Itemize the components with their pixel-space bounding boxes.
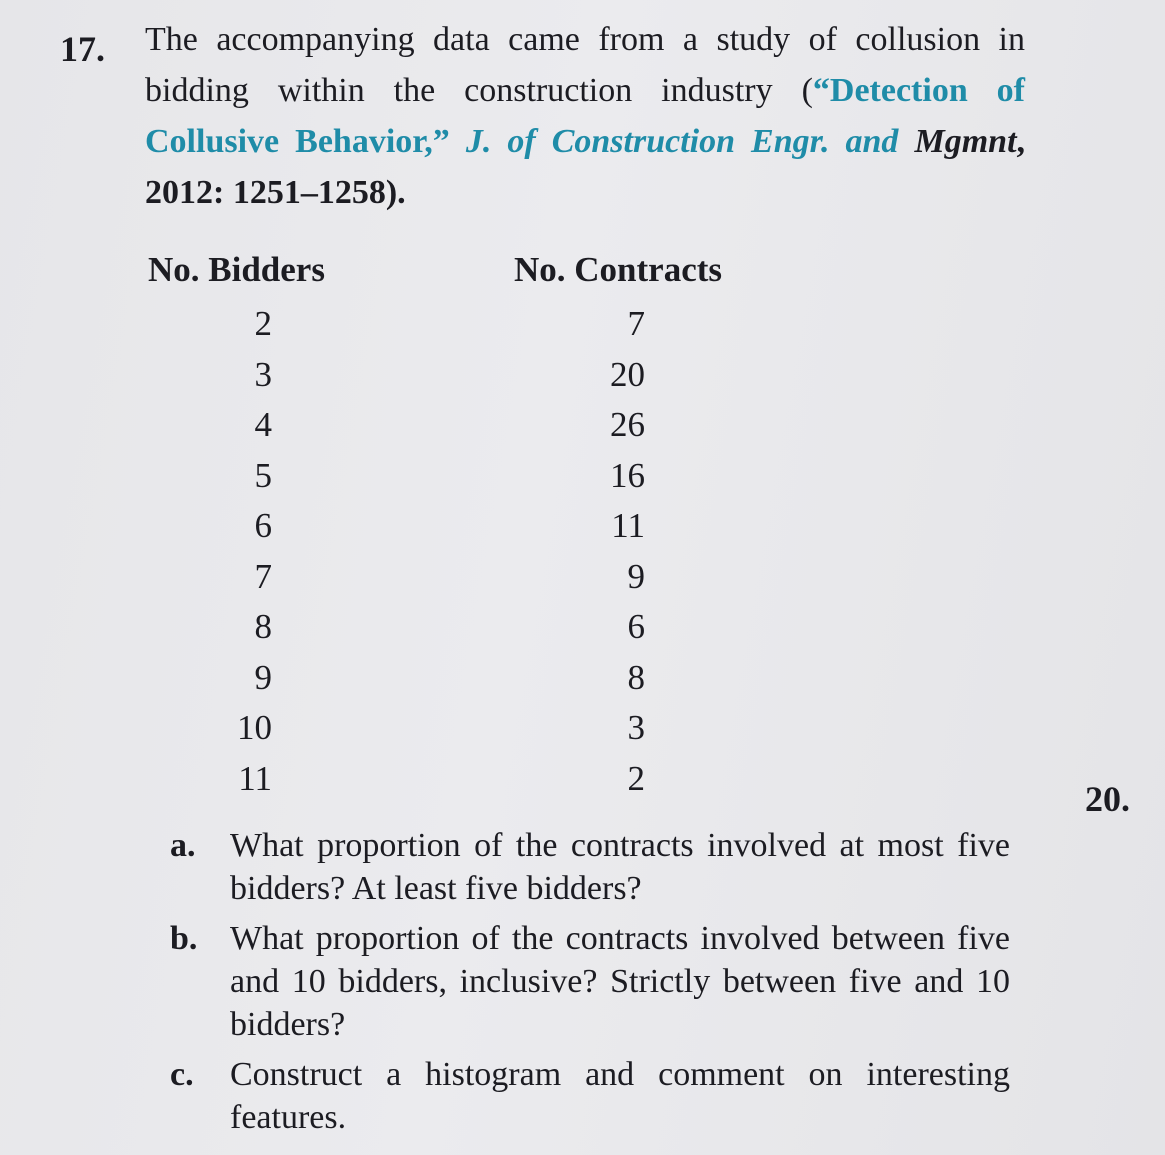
part-text: What proportion of the contracts involved at most five bidders? At least five bidders? xyxy=(230,827,1010,907)
part-text: Construct a histogram and comment on interesting features. xyxy=(230,1056,1010,1136)
part-letter: b. xyxy=(170,920,198,957)
citation-journal: J. of Construction Engr. and xyxy=(465,123,899,160)
cell-contracts: 9 xyxy=(627,556,645,596)
table-row xyxy=(0,399,700,450)
header-bidders: No. Bidders xyxy=(148,250,325,289)
cell-contracts: 16 xyxy=(610,455,645,495)
cell-contracts: 11 xyxy=(611,506,645,545)
cell-contracts: 26 xyxy=(610,405,645,444)
cell-bidders: 6 xyxy=(254,506,272,545)
stem-intro: The accompanying data came from a study of collusion in bidding within the construction industry ( xyxy=(145,21,1025,109)
table-row xyxy=(0,601,700,652)
problem-number: 17. xyxy=(60,29,105,69)
cell-contracts: 6 xyxy=(627,607,645,646)
citation-journal-end: Mgmnt xyxy=(914,123,1017,160)
cell-bidders: 10 xyxy=(237,708,272,747)
table-row xyxy=(0,500,700,551)
table-row xyxy=(0,349,700,400)
cell-contracts: 7 xyxy=(627,304,645,343)
table-row xyxy=(0,652,700,703)
part-text: What proportion of the contracts involved between five and 10 bidders, inclusive? Strictly between five and 10 bidders? xyxy=(230,920,1010,1043)
table-row xyxy=(0,450,700,501)
cell-contracts: 20 xyxy=(610,354,645,394)
cell-bidders: 9 xyxy=(254,657,272,697)
header-contracts: No. Contracts xyxy=(514,250,723,289)
citation-title: “Detection of Collusive Behavior,” xyxy=(145,72,1025,160)
part-letter: c. xyxy=(170,1056,194,1093)
data-table xyxy=(0,298,700,803)
cell-contracts: 8 xyxy=(627,657,645,697)
cell-bidders: 5 xyxy=(254,455,272,495)
cell-contracts: 2 xyxy=(627,758,645,798)
cell-bidders: 7 xyxy=(254,556,272,596)
part-b xyxy=(165,917,1010,1046)
cell-bidders: 11 xyxy=(238,758,272,798)
part-c xyxy=(165,1053,1010,1139)
cell-bidders: 3 xyxy=(254,354,272,394)
citation-rest: , 2012: 1251–1258). xyxy=(145,123,1026,211)
cell-bidders: 2 xyxy=(254,304,272,343)
side-problem-number: 20. xyxy=(1085,779,1130,819)
table-row xyxy=(0,551,700,602)
part-letter: a. xyxy=(170,827,196,864)
table-row xyxy=(0,753,700,804)
table-row xyxy=(0,298,700,349)
cell-bidders: 4 xyxy=(254,405,272,444)
problem-parts xyxy=(165,824,1010,1146)
part-a xyxy=(165,824,1010,910)
cell-contracts: 3 xyxy=(627,708,645,747)
cell-bidders: 8 xyxy=(254,607,272,646)
problem-stem xyxy=(145,14,1025,218)
table-row xyxy=(0,702,700,753)
